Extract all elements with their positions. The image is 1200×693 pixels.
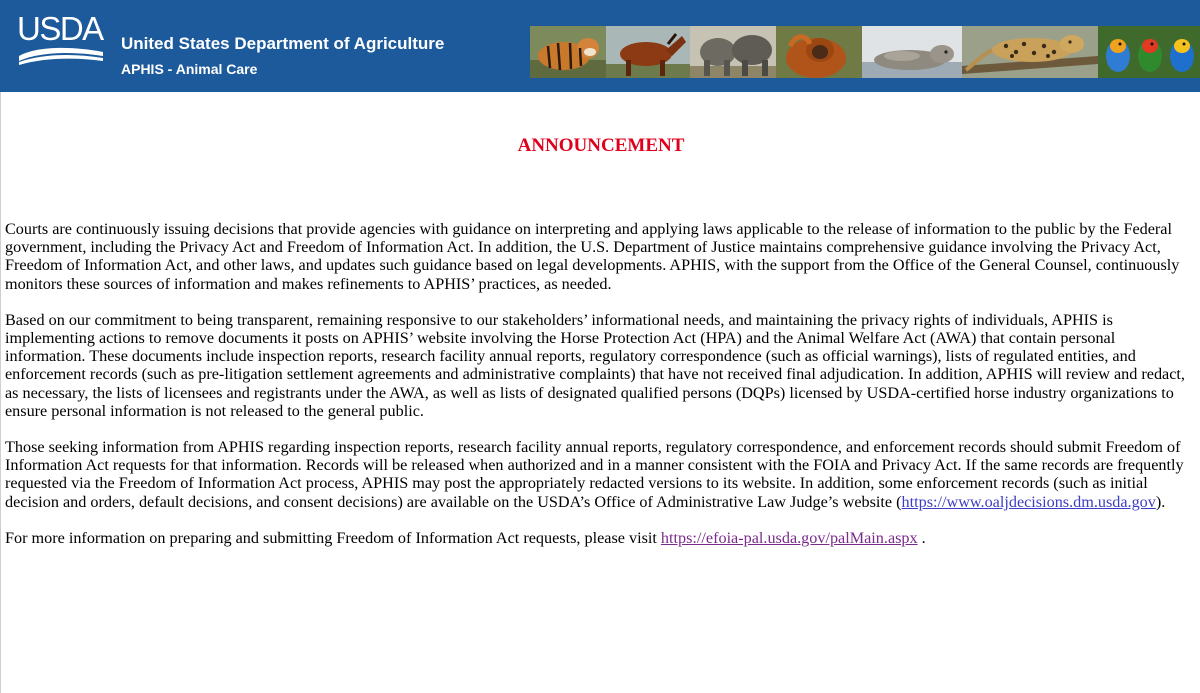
seal-photo	[862, 26, 962, 78]
parrots-photo	[1098, 26, 1200, 78]
horse-photo	[606, 26, 690, 78]
animal-photo-strip	[530, 26, 1200, 78]
subagency-name: APHIS - Animal Care	[121, 61, 258, 77]
site-header	[0, 0, 1200, 92]
orangutan-photo	[776, 26, 862, 78]
paragraph-commitment: Based on our commitment to being transparent, remaining responsive to our stakeholders’ informational needs, and maintaining the privacy rights of individuals, APHIS is implementing actions to remove documents it posts on APHIS’ website involving the Horse Protection Act (HPA) and the Animal Welfare Act (AWA) that contain personal information. These documents include inspection reports, research facility annual reports, regulatory correspondence (such as official warnings), lists of regulated entities, and enforcement records (such as pre-litigation settlement agreements and administrative complaints) that have not received final adjudication. In addition, APHIS will review and redact, as necessary, the lists of licensees and registrants under the AWA, as well as lists of designated qualified persons (DQPs) licensed by USDA-certified horse industry organizations to ensure personal information is not released to the general public.	[5, 310, 1185, 420]
main-content	[0, 92, 1200, 693]
paragraph-foia-closing: ).	[1155, 492, 1166, 511]
announcement-body	[5, 220, 1198, 565]
usda-logo-text: USDA	[17, 10, 103, 47]
paragraph-courts: Courts are continuously issuing decisions that provide agencies with guidance on interpreting and applying laws applicable to the release of information to the public by the Federal government, including the Privacy Act and Freedom of Information Act. In addition, the U.S. Department of Justice maintains comprehensive guidance involving the Privacy Act, Freedom of Information Act, and other laws, and updates such guidance based on legal developments. APHIS, with the support from the Office of the General Counsel, continuously monitors these sources of information and makes refinements to APHIS’ practices, as needed.	[5, 220, 1180, 293]
paragraph-more-info-closing: .	[917, 528, 926, 547]
paragraph-more-info-text: For more information on preparing and submitting Freedom of Information Act requests, please visit	[5, 528, 661, 547]
announcement-title: ANNOUNCEMENT	[517, 135, 685, 156]
paragraph-foia-text: Those seeking information from APHIS regarding inspection reports, research facility annual reports, regulatory correspondence, and enforcement records should submit Freedom of Information Act requests for that information. Records will be released when authorized and in a manner consistent with the FOIA and Privacy Act. If the same records are frequently requested via the Freedom of Information Act process, APHIS may post the appropriately redacted versions to its website. In addition, some enforcement records (such as initial decision and orders, default decisions, and consent decisions) are available on the USDA’s Office of Administrative Law Judge’s website (	[5, 438, 1184, 511]
oalj-decisions-link[interactable]: https://www.oaljdecisions.dm.usda.gov	[901, 492, 1156, 511]
usda-logo[interactable]	[17, 12, 107, 66]
leopard-photo	[962, 26, 1098, 78]
paragraph-foia-requests	[5, 438, 1198, 511]
usda-logo-swoosh-icon	[17, 44, 105, 66]
tiger-photo	[530, 26, 606, 78]
agency-name: United States Department of Agriculture	[121, 34, 445, 53]
elephants-photo	[690, 26, 776, 78]
paragraph-more-info	[5, 529, 1198, 547]
efoia-pal-link[interactable]: https://efoia-pal.usda.gov/palMain.aspx	[660, 528, 918, 547]
